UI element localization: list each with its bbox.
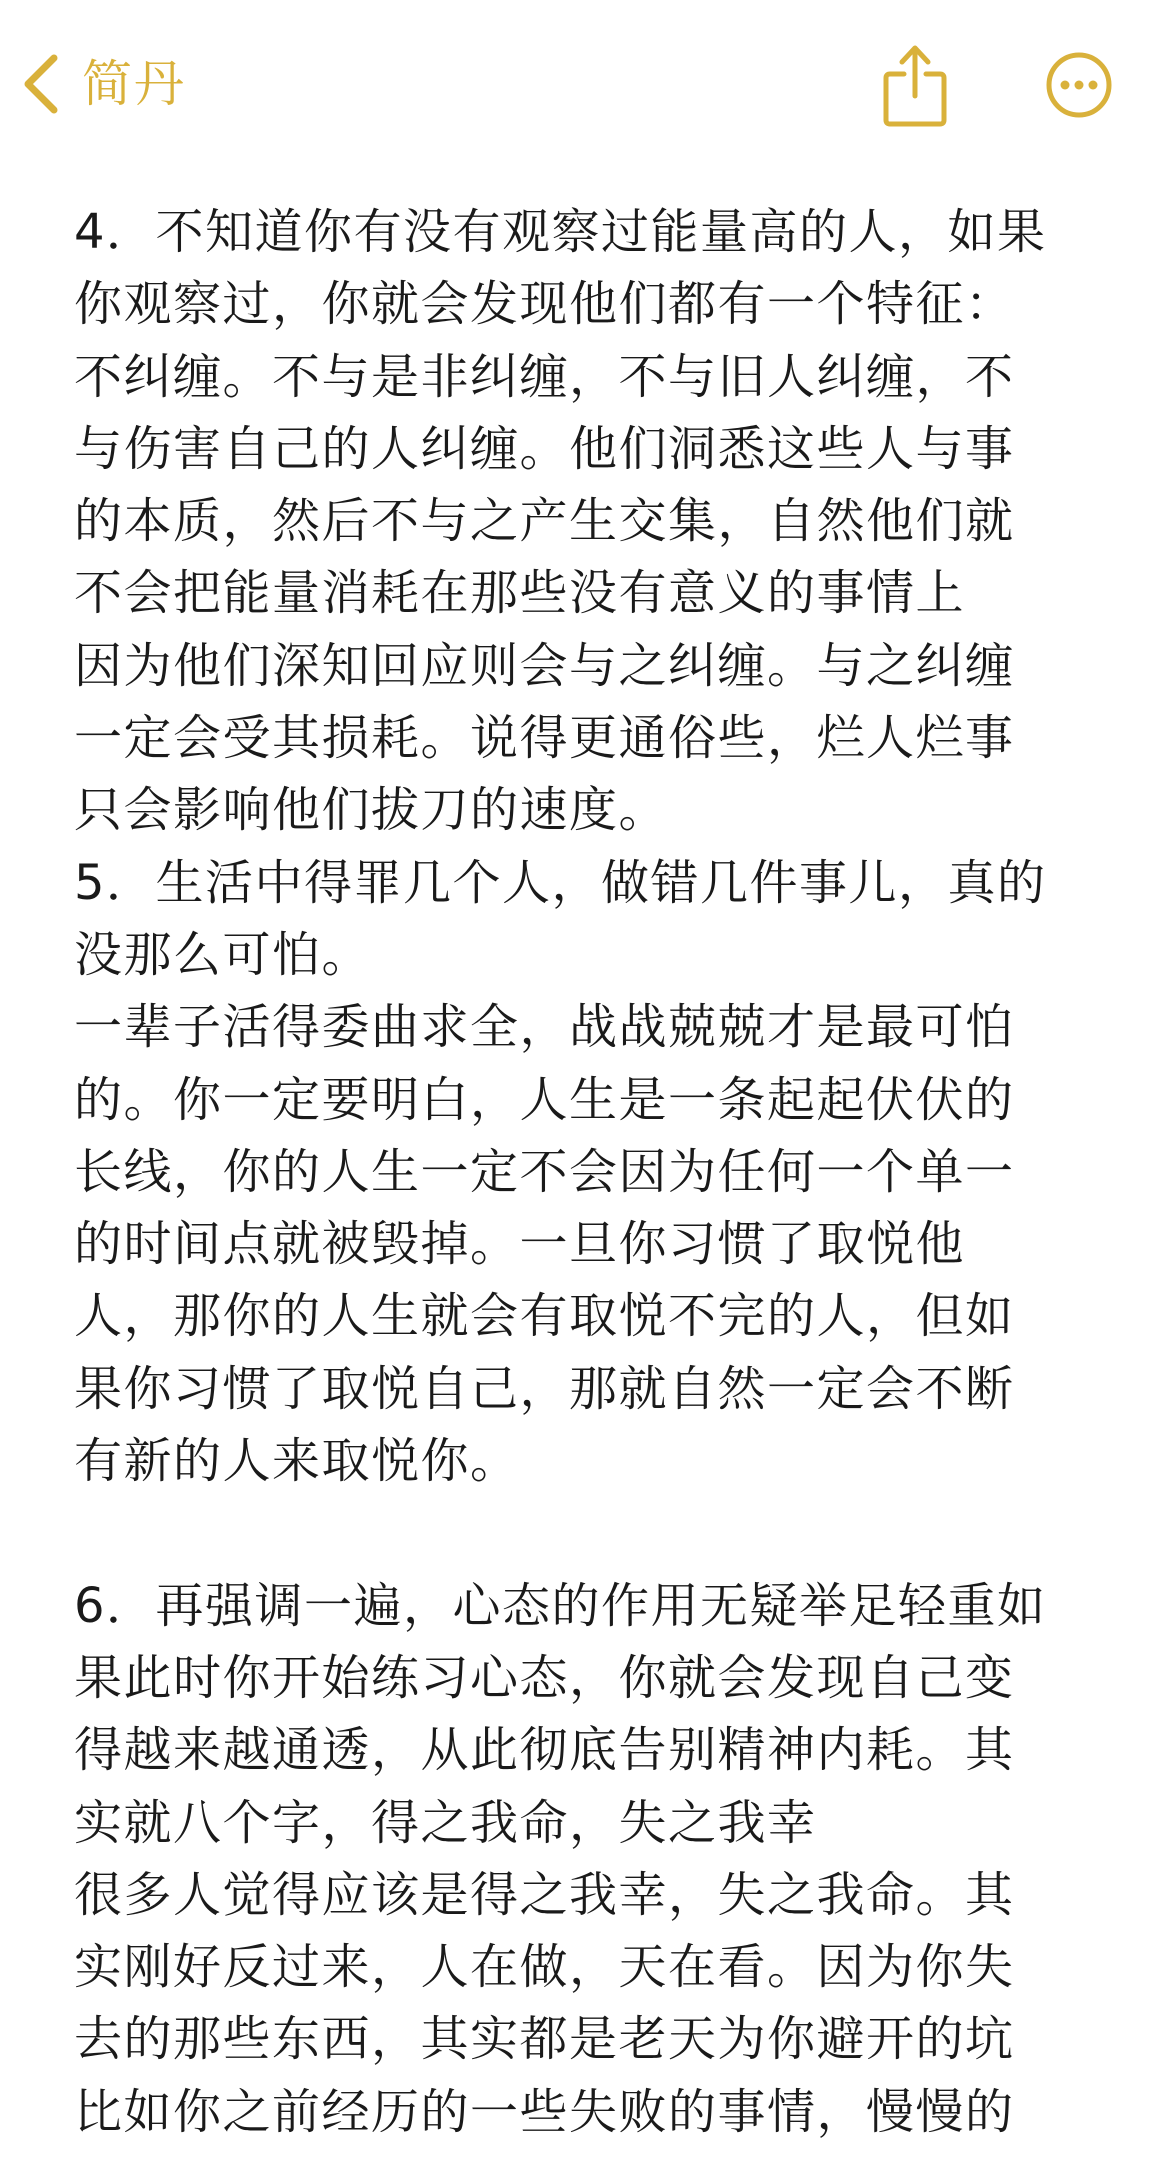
note-line: 很多人觉得应该是得之我幸，失之我命。其 [74, 1866, 1015, 1923]
note-line: 没那么可怕。 [74, 926, 372, 983]
note-line: 果你习惯了取悦自己，那就自然一定会不断 [74, 1360, 1015, 1417]
note-blank-line [74, 1497, 1124, 1569]
note-line: 的时间点就被毁掉。一旦你习惯了取悦他 [74, 1216, 966, 1273]
note-line: 一辈子活得委曲求全，战战兢兢才是最可怕 [74, 999, 1015, 1056]
note-line: 有新的人来取悦你。 [74, 1433, 520, 1490]
note-line: 果此时你开始练习心态，你就会发现自己变 [74, 1649, 1015, 1706]
note-line: 人，那你的人生就会有取悦不完的人，但如 [74, 1288, 1015, 1345]
note-line: 实刚好反过来，人在做，天在看。因为你失 [74, 1939, 1015, 1996]
note-line: 的本质，然后不与之产生交集，自然他们就 [74, 493, 1015, 550]
note-line: 去的那些东西，其实都是老天为你避开的坑 [74, 2011, 1015, 2068]
share-icon[interactable] [880, 40, 950, 130]
note-line: 只会影响他们拔刀的速度。 [74, 782, 669, 839]
note-line: 一定会受其损耗。说得更通俗些，烂人烂事 [74, 710, 1015, 767]
note-line: 因为他们深知回应则会与之纠缠。与之纠缠 [74, 637, 1015, 694]
note-line: 比如你之前经历的一些失败的事情，慢慢的 [74, 2083, 1015, 2140]
navigation-bar [0, 0, 1169, 170]
note-line: 得越来越通透，从此彻底告别精神内耗。其 [74, 1722, 1015, 1779]
more-icon[interactable] [1046, 52, 1112, 118]
note-line: 你观察过，你就会发现他们都有一个特征： [74, 276, 1015, 333]
chevron-left-icon [20, 52, 64, 116]
note-line: 与伤害自己的人纠缠。他们洞悉这些人与事 [74, 420, 1015, 477]
note-body[interactable] [74, 196, 1124, 2148]
back-label: 简丹 [82, 55, 186, 113]
note-line: 5．生活中得罪几个人，做错几件事儿，真的 [74, 854, 1047, 911]
note-line: 的。你一定要明白，人生是一条起起伏伏的 [74, 1071, 1015, 1128]
note-line: 不会把能量消耗在那些没有意义的事情上 [74, 565, 966, 622]
note-line: 6．再强调一遍，心态的作用无疑举足轻重如 [74, 1577, 1047, 1634]
note-line: 长线，你的人生一定不会因为任何一个单一 [74, 1143, 1015, 1200]
note-line: 4．不知道你有没有观察过能量高的人，如果 [74, 204, 1047, 260]
note-line: 不纠缠。不与是非纠缠，不与旧人纠缠，不 [74, 348, 1015, 405]
note-line: 实就八个字，得之我命，失之我幸 [74, 1794, 817, 1851]
back-button[interactable] [20, 48, 186, 120]
